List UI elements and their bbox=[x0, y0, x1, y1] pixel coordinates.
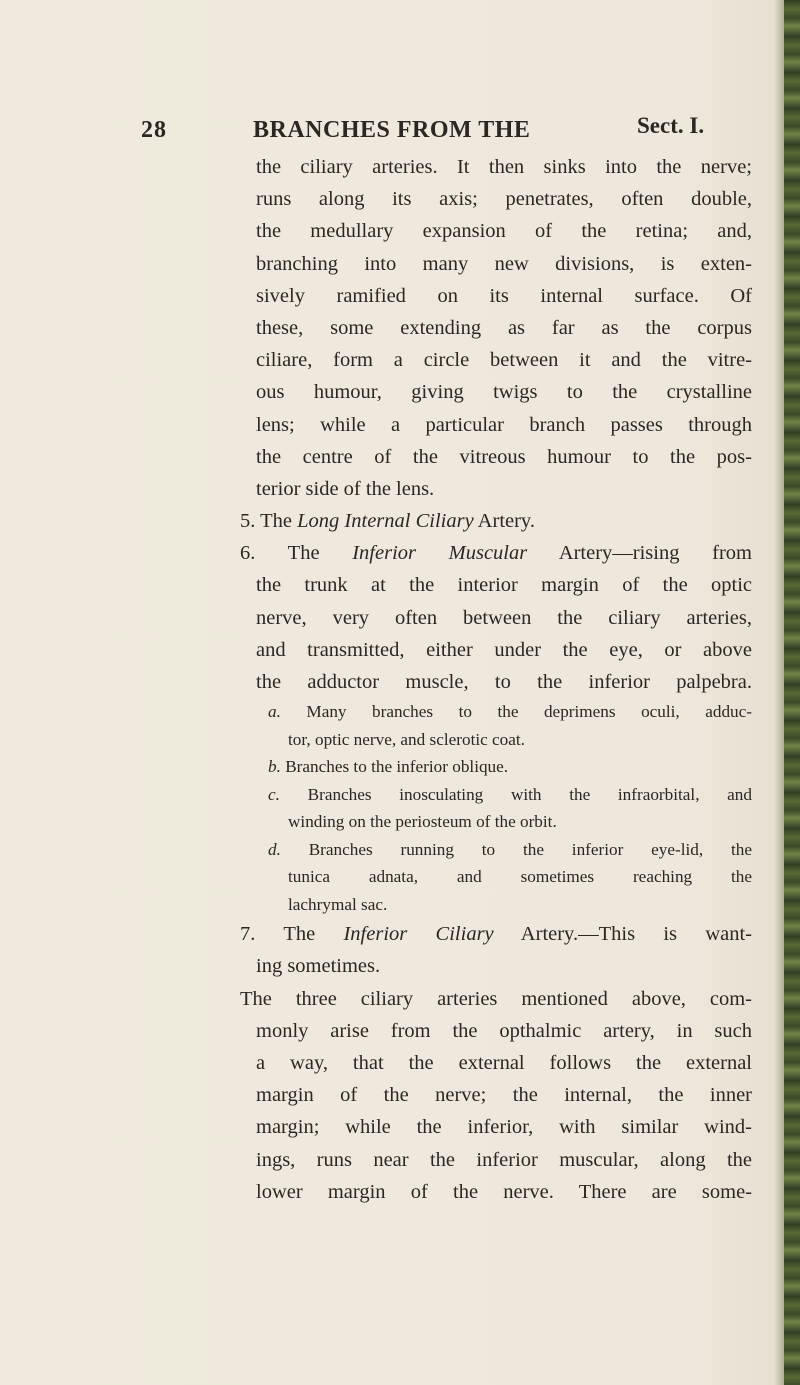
book-binding-edge bbox=[784, 0, 800, 1385]
item-suffix: Artery. bbox=[473, 510, 535, 533]
list-item-5 bbox=[240, 505, 752, 537]
text-line: the adductor muscle, to the inferior palpebra. bbox=[256, 671, 752, 693]
section-label: Sect. I. bbox=[637, 113, 705, 138]
text-line: ing sometimes. bbox=[256, 955, 381, 978]
text-line: tor, optic nerve, and sclerotic coat. bbox=[288, 729, 525, 749]
text-line: branching into many new divisions, is exten- bbox=[256, 252, 752, 275]
text-line: the ciliary arteries. It then sinks into the nerve; bbox=[256, 156, 752, 178]
item-number: 5. bbox=[240, 510, 256, 533]
text-line: runs along its axis; penetrates, often double, bbox=[256, 188, 752, 211]
subitem-c bbox=[268, 781, 752, 809]
item-prefix: The bbox=[260, 510, 298, 533]
subitem-text: Many branches to the deprimens oculi, adduc- bbox=[306, 702, 752, 722]
text-line: the centre of the vitreous humour to the pos- bbox=[256, 445, 752, 468]
item-prefix: The bbox=[287, 542, 353, 565]
subitem-d bbox=[268, 836, 752, 864]
text-line: terior side of the lens. bbox=[256, 477, 435, 500]
text-line: and transmitted, either under the eye, or above bbox=[256, 638, 752, 661]
page-gutter-shadow bbox=[774, 0, 784, 1385]
item-suffix: Artery—rising from bbox=[527, 542, 752, 565]
text-line: tunica adnata, and sometimes reaching the bbox=[288, 867, 752, 887]
page-number: 28 bbox=[141, 117, 167, 143]
subitem-letter: c. bbox=[268, 784, 280, 804]
item-suffix: Artery.—This is want- bbox=[493, 923, 752, 946]
text-line: The three ciliary arteries mentioned above, com- bbox=[240, 987, 752, 1010]
item-number: 7. bbox=[240, 923, 256, 946]
subitem-letter: b. bbox=[268, 757, 281, 777]
text-line: monly arise from the opthalmic artery, in such bbox=[256, 1019, 752, 1042]
subitem-b bbox=[268, 753, 752, 781]
text-line: ings, runs near the inferior muscular, along the bbox=[256, 1148, 752, 1171]
body-text bbox=[240, 151, 752, 1208]
subitem-letter: d. bbox=[268, 839, 281, 859]
list-item-7 bbox=[240, 918, 752, 950]
artery-name: Long Internal Ciliary bbox=[297, 510, 474, 533]
list-item-6 bbox=[240, 537, 752, 569]
text-line: these, some extending as far as the corpus bbox=[256, 316, 752, 339]
subitem-a bbox=[268, 698, 752, 726]
subitem-text: Branches running to the inferior eye-lid, the bbox=[308, 839, 752, 859]
item-prefix: The bbox=[283, 923, 344, 946]
running-title: BRANCHES FROM THE bbox=[253, 117, 531, 143]
text-line: a way, that the external follows the external bbox=[256, 1051, 752, 1074]
text-line: lachrymal sac. bbox=[288, 894, 388, 914]
text-line: the trunk at the interior margin of the optic bbox=[256, 574, 752, 597]
artery-name: Inferior Ciliary bbox=[343, 923, 494, 946]
subitem-text: Branches inosculating with the infraorbital, and bbox=[307, 784, 752, 804]
subitem-letter: a. bbox=[268, 702, 281, 722]
text-line: sively ramified on its internal surface. Of bbox=[256, 284, 752, 307]
subitem-text: Branches to the inferior oblique. bbox=[285, 757, 509, 777]
text-line: ciliare, form a circle between it and the vitre- bbox=[256, 349, 752, 372]
item-number: 6. bbox=[240, 542, 256, 565]
text-line: winding on the periosteum of the orbit. bbox=[288, 812, 557, 832]
text-line: the medullary expansion of the retina; and, bbox=[256, 220, 752, 243]
artery-name: Inferior Muscular bbox=[352, 542, 528, 565]
text-line: margin; while the inferior, with similar wind- bbox=[256, 1116, 752, 1139]
text-line: lower margin of the nerve. There are some- bbox=[256, 1180, 752, 1203]
text-line: nerve, very often between the ciliary arteries, bbox=[256, 606, 752, 629]
text-line: margin of the nerve; the internal, the inner bbox=[256, 1084, 752, 1107]
text-line: lens; while a particular branch passes through bbox=[256, 413, 752, 436]
text-line: ous humour, giving twigs to the crystalline bbox=[256, 381, 752, 404]
page-header bbox=[0, 113, 800, 153]
